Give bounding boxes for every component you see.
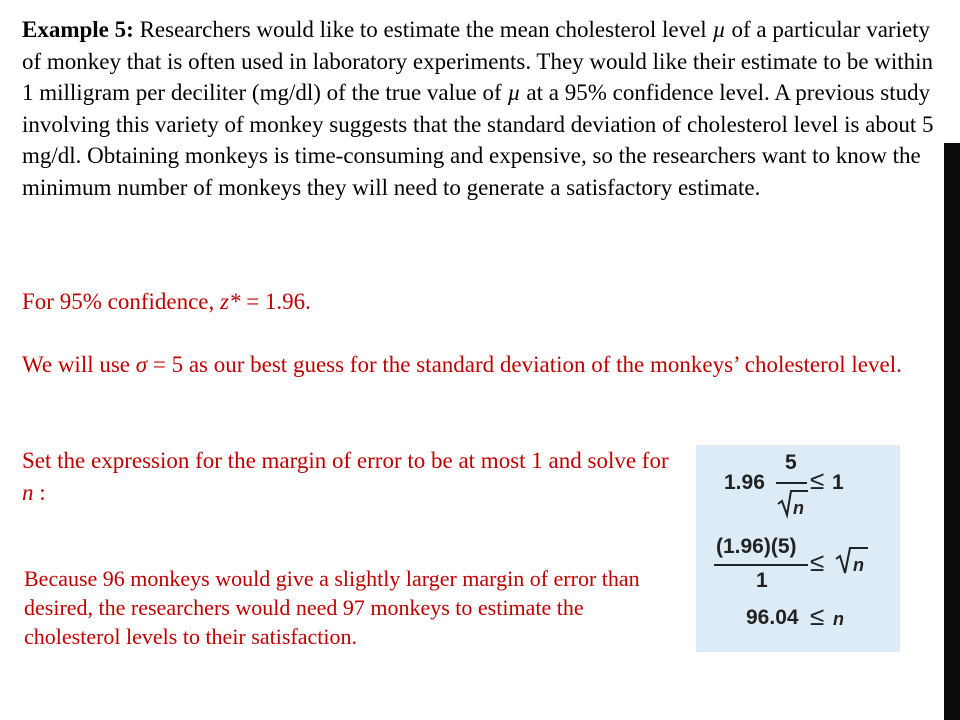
z-text-2: = 1.96. xyxy=(240,289,311,314)
critical-value-text xyxy=(22,286,922,318)
n-symbol: n xyxy=(22,479,34,505)
eq1-coefficient: 1.96 xyxy=(724,471,765,494)
moe-text-2: : xyxy=(33,479,46,505)
problem-text-3: at a 95% confidence level. A previous study involving this variety of monkey suggests that the standard deviation of cholesterol level is about 5 mg/dl. Obtaining monkeys is time-consuming and expensive, so the researchers want to know the minimum number of monkeys they will need to generate a satisfactory estimate. xyxy=(22,80,934,200)
mu-symbol: µ xyxy=(712,17,726,42)
moe-text-1: Set the expression for the margin of error to be at most 1 and solve for xyxy=(22,448,669,473)
eq2-numerator: (1.96)(5) xyxy=(716,535,797,558)
sigma-guess-text xyxy=(22,349,922,381)
margin-of-error-text xyxy=(22,445,682,508)
sigma-symbol: σ xyxy=(135,352,148,377)
right-edge-bar xyxy=(944,0,960,720)
z-text-1: For 95% confidence, xyxy=(22,289,220,314)
eq2-denominator: 1 xyxy=(756,569,768,592)
sigma-text-1: We will use xyxy=(22,352,136,377)
problem-statement xyxy=(22,14,937,203)
eq3-lhs: 96.04 xyxy=(746,606,799,629)
eq3-leq-symbol: ≤ xyxy=(810,601,825,631)
z-star-symbol: z* xyxy=(220,289,241,314)
equation-diagram xyxy=(696,445,900,652)
eq1-numerator: 5 xyxy=(785,451,797,474)
problem-text-2: of a particular variety of monkey that is often used in laboratory experiments. They would like their estimate to be within 1 milligram per deciliter (mg/dl) of the true value of xyxy=(22,17,934,105)
eq1-denominator-var: n xyxy=(793,498,804,518)
mu-symbol-2: µ xyxy=(507,80,521,105)
eq3-rhs: n xyxy=(833,609,844,629)
equation-panel xyxy=(696,445,900,652)
sigma-text-2: = 5 as our best guess for the standard deviation of the monkeys’ cholesterol level. xyxy=(147,352,902,377)
problem-text-1: Researchers would like to estimate the mean cholesterol level xyxy=(133,17,713,42)
eq2-rhs-var: n xyxy=(853,555,864,575)
conclusion-text: Because 96 monkeys would give a slightly larger margin of error than desired, the researchers would need 97 monkeys to estimate the cholesterol levels to their satisfaction. xyxy=(24,566,640,649)
eq1-rhs: 1 xyxy=(832,471,844,494)
eq2-leq-symbol: ≤ xyxy=(810,547,825,577)
eq1-leq-symbol: ≤ xyxy=(810,465,825,495)
example-heading: Example 5: xyxy=(22,17,134,42)
right-edge-bar-gap xyxy=(944,0,960,143)
